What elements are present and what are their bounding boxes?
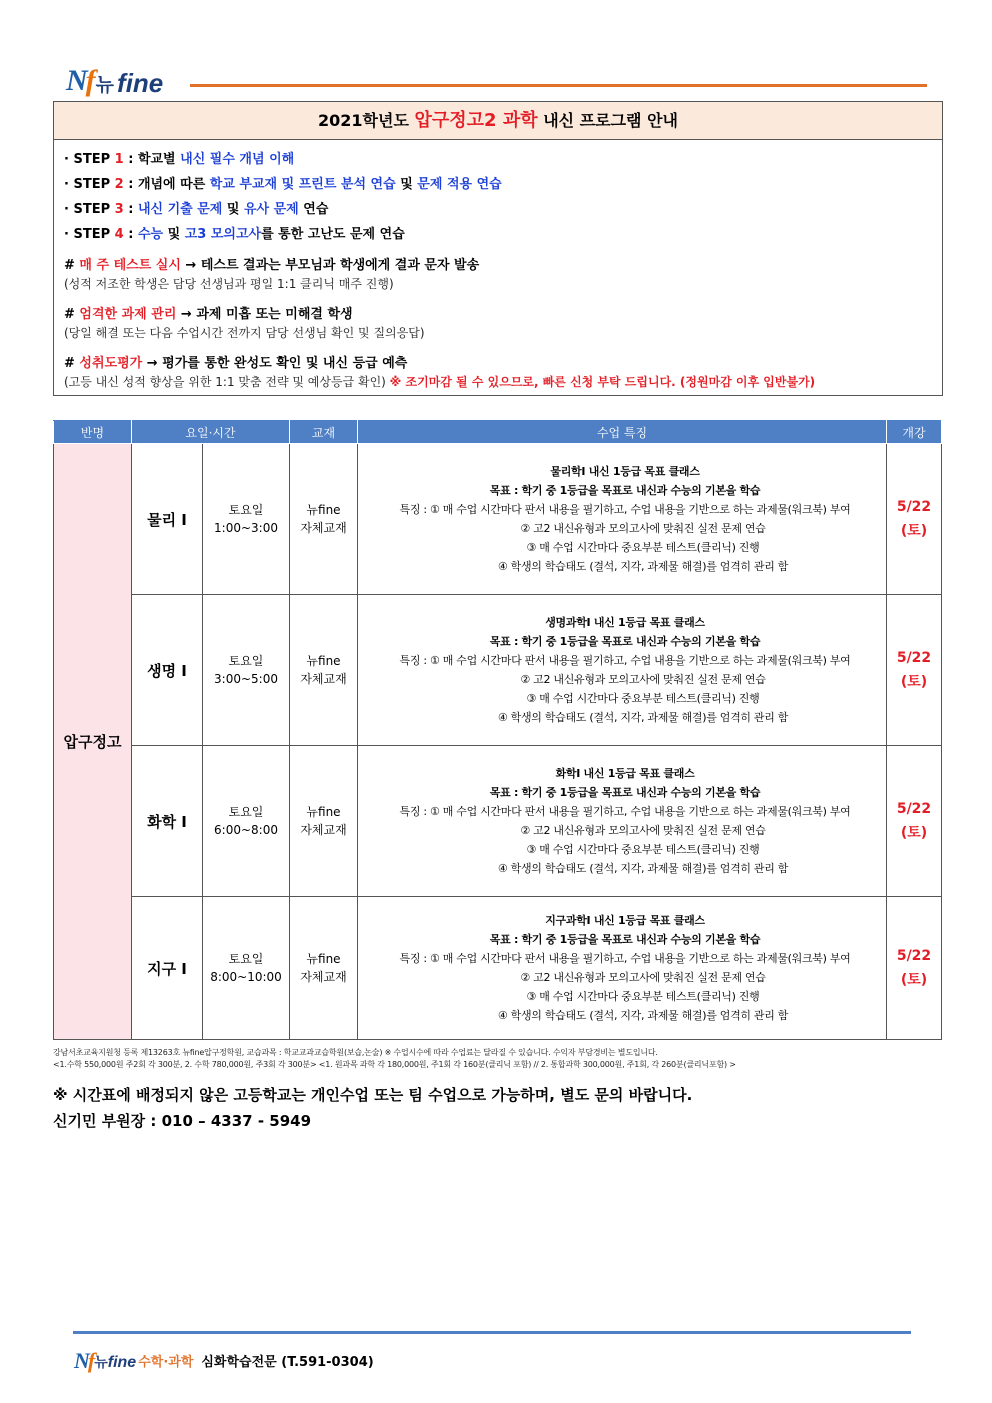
note-assessment	[64, 354, 942, 392]
start-date-cell	[887, 746, 942, 897]
desc-feature: 특징 : ① 매 수업 시간마다 판서 내용을 필기하고, 수업 내용을 기반으로 하는 과제물(워크북) 부여	[399, 952, 851, 965]
desc-title: 물리학I 내신 1등급 목표 클래스	[550, 465, 700, 478]
subject-cell: 화학 I	[132, 746, 203, 897]
time-cell	[203, 595, 290, 746]
early-close-warning: ※ 조기마감 될 수 있으므로, 빠른 신청 부탁 드립니다. (정원마감 이후 입반불가)	[389, 375, 816, 389]
table-row	[54, 897, 942, 1040]
note-detail	[64, 373, 942, 392]
textbook-cell	[290, 444, 358, 595]
note-detail-text: (고등 내신 성적 향상을 위한 1:1 맞춤 전략 및 예상등급 확인)	[64, 375, 390, 389]
day-text: 토요일	[228, 805, 264, 819]
note-text: → 과제 미흡 또는 미해결 학생	[176, 307, 353, 322]
header-divider	[190, 84, 927, 87]
desc-feature: 특징 : ① 매 수업 시간마다 판서 내용을 필기하고, 수업 내용을 기반으로 하는 과제물(워크북) 부여	[399, 805, 851, 818]
description-cell	[358, 595, 887, 746]
note-homework	[64, 305, 942, 343]
textbook-line1: 뉴fine	[306, 805, 341, 819]
start-date-cell	[887, 595, 942, 746]
header-textbook: 교재	[290, 421, 358, 444]
start-weekday: (토)	[900, 674, 928, 690]
desc-title: 지구과학I 내신 1등급 목표 클래스	[545, 914, 705, 927]
start-weekday: (토)	[900, 972, 928, 988]
desc-feature: ④ 학생의 학습태도 (결석, 지각, 과제물 해결)를 엄격히 관리 함	[497, 1009, 789, 1022]
step-text: 및	[222, 202, 244, 217]
desc-feature: ② 고2 내신유형과 모의고사에 맞춰진 실전 문제 연습	[520, 824, 766, 837]
footer-logo-mark: Nf	[74, 1348, 94, 1373]
step-highlight: 문제 적용 연습	[417, 177, 502, 192]
note-hash: #	[64, 356, 80, 371]
footer-subjects: 수학·과학	[138, 1355, 194, 1370]
legal-fine-print	[53, 1047, 943, 1071]
step-text: :	[123, 202, 138, 217]
step-text: : 학교별	[123, 152, 181, 167]
footer-tagline: 심화학습전문 (T.591-0304)	[201, 1355, 374, 1370]
textbook-line1: 뉴fine	[306, 503, 341, 517]
step-text: 및	[395, 177, 418, 192]
program-title	[54, 102, 942, 140]
textbook-line2: 자체교재	[300, 823, 347, 837]
brand-logo	[66, 62, 163, 96]
start-date-cell	[887, 897, 942, 1040]
step-highlight: 학교 부교재 및 프린트 분석 연습	[209, 177, 396, 192]
description-cell	[358, 444, 887, 595]
textbook-line1: 뉴fine	[306, 654, 341, 668]
program-body	[54, 140, 942, 392]
start-date: 5/22	[896, 499, 932, 515]
note-heading	[64, 256, 942, 275]
desc-feature: ② 고2 내신유형과 모의고사에 맞춰진 실전 문제 연습	[520, 971, 766, 984]
time-cell	[203, 897, 290, 1040]
description-cell	[358, 746, 887, 897]
description-cell	[358, 897, 887, 1040]
desc-feature: 특징 : ① 매 수업 시간마다 판서 내용을 필기하고, 수업 내용을 기반으로 하는 과제물(워크북) 부여	[399, 654, 851, 667]
header-start-date: 개강	[887, 421, 942, 444]
note-weekly-test	[64, 256, 942, 294]
desc-feature: 특징 : ① 매 수업 시간마다 판서 내용을 필기하고, 수업 내용을 기반으로 하는 과제물(워크북) 부여	[399, 503, 851, 516]
step-number: 4	[114, 227, 124, 242]
title-suffix: 내신 프로그램 안내	[537, 111, 678, 130]
step-highlight: 수능	[137, 227, 164, 242]
step-text: : 개념에 따른	[123, 177, 210, 192]
step-1	[64, 147, 942, 172]
time-text: 1:00~3:00	[214, 521, 278, 535]
schedule-table	[53, 420, 942, 1040]
step-highlight: 고3 모의고사	[184, 227, 262, 242]
textbook-line1: 뉴fine	[306, 952, 341, 966]
start-date-cell	[887, 444, 942, 595]
desc-feature: ③ 매 수업 시간마다 중요부분 테스트(클리닉) 진행	[526, 692, 760, 705]
textbook-line2: 자체교재	[300, 672, 347, 686]
step-prefix: · STEP	[64, 202, 115, 217]
subject-cell: 생명 I	[132, 595, 203, 746]
table-row	[54, 595, 942, 746]
desc-feature: ④ 학생의 학습태도 (결석, 지각, 과제물 해결)를 엄격히 관리 함	[497, 862, 789, 875]
step-text: :	[123, 227, 138, 242]
desc-goal: 목표 : 학기 중 1등급을 목표로 내신과 수능의 기본을 학습	[489, 484, 761, 497]
note-detail: (성적 저조한 학생은 담당 선생님과 평일 1:1 클리닉 매주 진행)	[64, 277, 394, 291]
header-class-features: 수업 특징	[358, 421, 887, 444]
school-cell: 압구정고	[54, 444, 132, 1040]
desc-feature: ③ 매 수업 시간마다 중요부분 테스트(클리닉) 진행	[526, 843, 760, 856]
step-number: 1	[114, 152, 124, 167]
step-prefix: · STEP	[64, 152, 115, 167]
time-text: 8:00~10:00	[210, 970, 282, 984]
step-2	[64, 172, 942, 197]
step-text: 연습	[298, 202, 329, 217]
logo-mark: Nf	[66, 64, 94, 97]
table-row	[54, 444, 942, 595]
time-text: 6:00~8:00	[214, 823, 278, 837]
header-day-time: 요일·시간	[132, 421, 290, 444]
desc-feature: ③ 매 수업 시간마다 중요부분 테스트(클리닉) 진행	[526, 541, 760, 554]
header-class-name: 반명	[54, 421, 132, 444]
note-highlight: 성취도평가	[79, 356, 143, 371]
textbook-cell	[290, 595, 358, 746]
note-highlight: 엄격한 과제 관리	[79, 307, 177, 322]
note-detail: (당일 해결 또는 다음 수업시간 전까지 담당 선생님 확인 및 질의응답)	[64, 326, 425, 340]
step-3	[64, 197, 942, 222]
step-text: 를 통한 고난도 문제 연습	[261, 227, 405, 242]
footer-logo-korean: 뉴	[94, 1355, 108, 1371]
step-highlight: 유사 문제	[243, 202, 299, 217]
table-row	[54, 746, 942, 897]
desc-feature: ④ 학생의 학습태도 (결석, 지각, 과제물 해결)를 엄격히 관리 함	[497, 560, 789, 573]
start-weekday: (토)	[900, 825, 928, 841]
start-date: 5/22	[896, 801, 932, 817]
note-highlight: 매 주 테스트 실시	[79, 258, 181, 273]
program-box	[53, 101, 943, 396]
desc-feature: ④ 학생의 학습태도 (결석, 지각, 과제물 해결)를 엄격히 관리 함	[497, 711, 789, 724]
time-text: 3:00~5:00	[214, 672, 278, 686]
textbook-line2: 자체교재	[300, 970, 347, 984]
desc-feature: ② 고2 내신유형과 모의고사에 맞춰진 실전 문제 연습	[520, 673, 766, 686]
time-cell	[203, 746, 290, 897]
start-date: 5/22	[896, 650, 932, 666]
table-header-row	[54, 421, 942, 444]
desc-goal: 목표 : 학기 중 1등급을 목표로 내신과 수능의 기본을 학습	[489, 786, 761, 799]
contact-info: 신기민 부원장 : 010 – 4337 - 5949	[53, 1112, 312, 1130]
step-4	[64, 222, 942, 247]
desc-feature: ③ 매 수업 시간마다 중요부분 테스트(클리닉) 진행	[526, 990, 760, 1003]
time-cell	[203, 444, 290, 595]
textbook-line2: 자체교재	[300, 521, 347, 535]
textbook-cell	[290, 897, 358, 1040]
step-highlight: 내신 필수 개념 이해	[180, 152, 295, 167]
schedule-notice: ※ 시간표에 배정되지 않은 고등학교는 개인수업 또는 팀 수업으로 가능하며, 별도 문의 바랍니다.	[53, 1086, 693, 1104]
note-text: → 테스트 결과는 부모님과 학생에게 결과 문자 발송	[180, 258, 480, 273]
start-date: 5/22	[896, 948, 932, 964]
desc-title: 화학I 내신 1등급 목표 클래스	[555, 767, 695, 780]
step-text: 및	[163, 227, 185, 242]
title-highlight: 압구정고2 과학	[414, 110, 538, 131]
note-hash: #	[64, 258, 80, 273]
desc-goal: 목표 : 학기 중 1등급을 목표로 내신과 수능의 기본을 학습	[489, 933, 761, 946]
desc-feature: ② 고2 내신유형과 모의고사에 맞춰진 실전 문제 연습	[520, 522, 766, 535]
day-text: 토요일	[228, 952, 264, 966]
logo-english: fine	[117, 68, 164, 98]
fine-print-line1: 강남서초교육지원청 등록 제13263호 뉴fine압구정학원, 교습과목 : 학교교과교습학원(보습,논술) ※ 수업시수에 따라 수업료는 달라질 수 있습니다. 수익자 부담경비는 별도입니다.	[53, 1048, 658, 1057]
note-heading	[64, 305, 942, 324]
step-number: 2	[114, 177, 124, 192]
fine-print-line2: <1.수학 550,000원 주2회 각 300분, 2. 수학 780,000원, 주3회 각 300분> <1. 원과목 과학 각 180,000원, 주1회 각 160분(클리닉 포함) // 2. 통합과학 300,000원, 주1회, 각 260분(클리닉포함) >	[53, 1060, 736, 1069]
day-text: 토요일	[228, 503, 264, 517]
desc-title: 생명과학I 내신 1등급 목표 클래스	[545, 616, 705, 629]
subject-cell: 물리 I	[132, 444, 203, 595]
footer-divider	[73, 1331, 911, 1334]
day-text: 토요일	[228, 654, 264, 668]
note-heading	[64, 354, 942, 373]
step-prefix: · STEP	[64, 227, 115, 242]
footer-brand	[74, 1348, 374, 1372]
subject-cell: 지구 I	[132, 897, 203, 1040]
textbook-cell	[290, 746, 358, 897]
logo-korean: 뉴	[95, 74, 115, 96]
step-number: 3	[114, 202, 124, 217]
step-prefix: · STEP	[64, 177, 115, 192]
note-hash: #	[64, 307, 80, 322]
note-text: → 평가를 통한 완성도 확인 및 내신 등급 예측	[142, 356, 408, 371]
title-prefix: 2021학년도	[318, 111, 415, 130]
footer-logo-english: fine	[107, 1354, 137, 1371]
desc-goal: 목표 : 학기 중 1등급을 목표로 내신과 수능의 기본을 학습	[489, 635, 761, 648]
step-highlight: 내신 기출 문제	[137, 202, 223, 217]
start-weekday: (토)	[900, 523, 928, 539]
